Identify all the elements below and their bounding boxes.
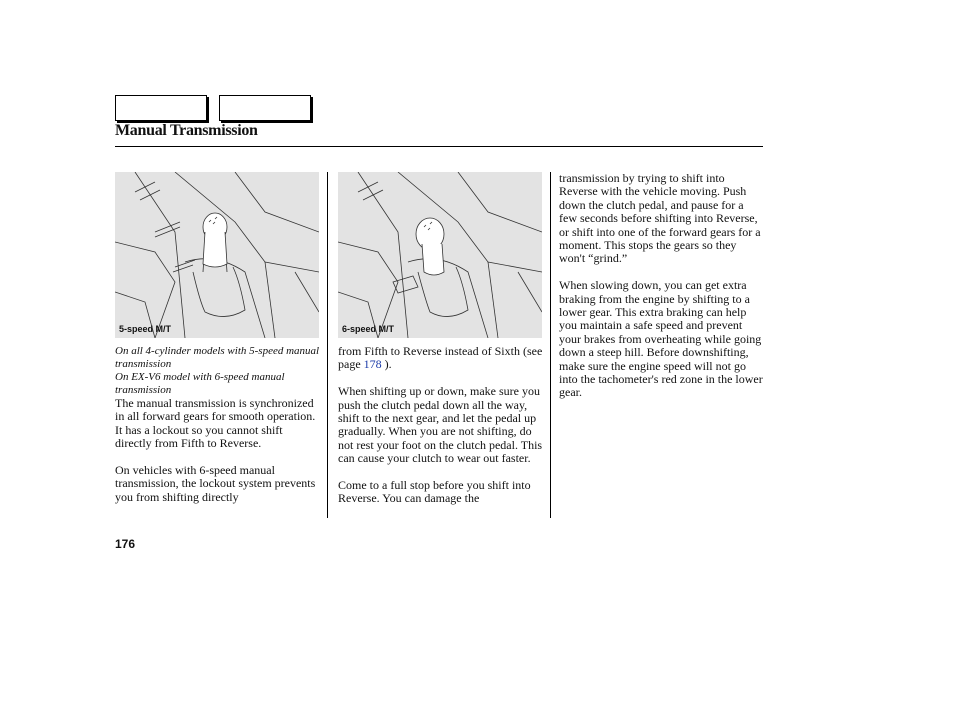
figure-5-speed xyxy=(115,172,319,338)
column-3 xyxy=(559,172,764,413)
shifter-6-speed-illustration xyxy=(338,172,542,338)
shifter-5-speed-illustration xyxy=(115,172,319,338)
page-number: 176 xyxy=(115,537,136,551)
figure-caption: 5-speed M/T xyxy=(119,324,172,334)
nav-forward-button[interactable] xyxy=(219,95,311,121)
paragraph: When slowing down, you can get extra braking from the engine by shifting to a lower gear. This extra braking can help you maintain a safe speed and prevent your brakes from overheating while going down a steep hill. Before downshifting, make sure the engine speed will not go into the tachometer's red zone in the lower gear. xyxy=(559,278,763,400)
column-divider xyxy=(327,172,328,518)
page-link-178[interactable]: 178 xyxy=(363,357,382,372)
column-1 xyxy=(115,345,320,518)
paragraph: When shifting up or down, make sure you push the clutch pedal down all the way, shift to the next gear, and let the pedal up gradually. When you are not shifting, do not rest your foot on the clutch pedal. This can cause your clutch to wear out faster. xyxy=(338,384,543,466)
model-note-v6: On EX-V6 model with 6-speed manual transmission xyxy=(115,371,285,396)
paragraph: Come to a full stop before you shift into Reverse. You can damage the xyxy=(338,478,531,506)
paragraph: transmission by trying to shift into Reverse with the vehicle moving. Push down the clutch pedal, and pause for a few seconds before shifting into Reverse, or shift into one of the forward gears for a moment. This stops the gears so they won't “grind.” xyxy=(559,171,761,266)
paragraph: The manual transmission is synchronized in all forward gears for smooth operation. It has a lockout so you cannot shift directly from Fifth to Reverse. xyxy=(115,396,316,451)
column-divider xyxy=(550,172,551,518)
model-note-4cyl: On all 4-cylinder models with 5-speed manual transmission xyxy=(115,345,320,370)
text-span: from Fifth to Reverse instead of Sixth (see page xyxy=(338,344,543,372)
column-2 xyxy=(338,345,543,519)
figure-caption: 6-speed M/T xyxy=(342,324,395,334)
nav-back-button[interactable] xyxy=(115,95,207,121)
figure-6-speed xyxy=(338,172,542,338)
title-rule xyxy=(115,146,763,147)
paragraph xyxy=(338,345,543,372)
paragraph: On vehicles with 6-speed manual transmission, the lockout system prevents you from shifting directly xyxy=(115,463,316,504)
text-span: ). xyxy=(381,357,392,372)
page-title: Manual Transmission xyxy=(115,122,258,139)
